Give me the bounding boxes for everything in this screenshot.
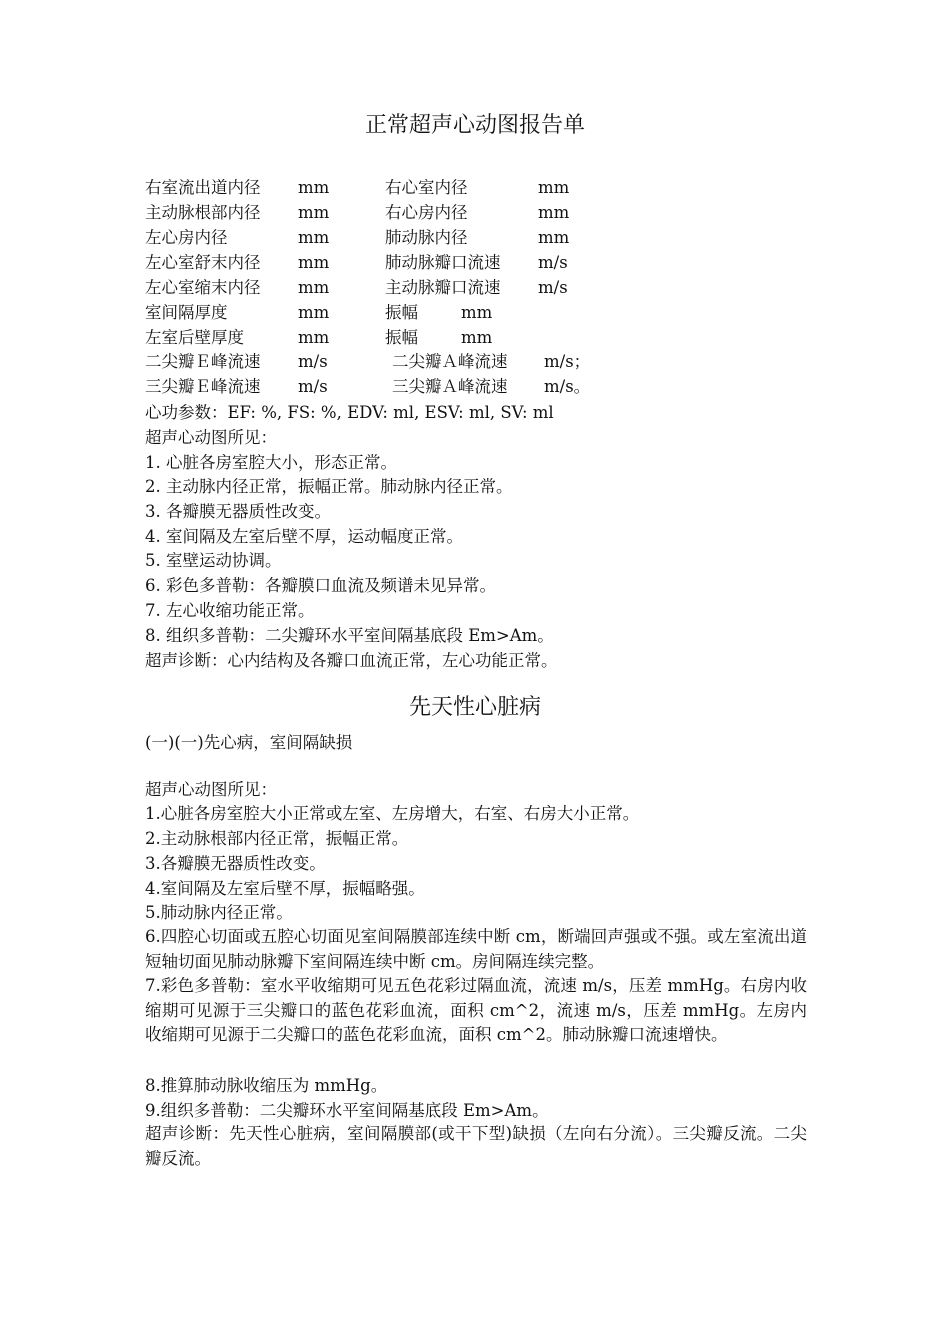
section-title: 先天性心脏病: [408, 695, 541, 720]
measure-label-right: 主动脉瓣口流速: [385, 278, 501, 297]
measure-label-left: 左心室缩末内径: [145, 278, 261, 297]
measure-label-left: 二尖瓣Ｅ峰流速: [145, 352, 261, 371]
measure-unit-left: mm: [298, 203, 330, 222]
diagnosis: 超声诊断：先天性心脏病，室间隔膜部(或干下型)缺损（左向右分流）。三尖瓣反流。二尖瓣反流。: [145, 1124, 807, 1168]
finding-item: 5. 室壁运动协调。: [145, 551, 282, 570]
finding-item: 8. 组织多普勒：二尖瓣环水平室间隔基底段 Em>Am。: [145, 626, 554, 645]
measure-unit-left: mm: [298, 303, 330, 322]
measure-label-right: 肺动脉瓣口流速: [385, 253, 501, 272]
measure-unit-left: mm: [298, 253, 330, 272]
measure-label-right: 右心室内径: [385, 178, 468, 197]
measure-label-left: 右室流出道内径: [145, 178, 261, 197]
measure-unit-left: mm: [298, 228, 330, 247]
findings-label: 超声心动图所见：: [145, 780, 277, 799]
measure-unit-right: m/s；: [544, 352, 591, 371]
measure-unit-left: m/s: [298, 377, 328, 396]
finding-item: 2.主动脉根部内径正常，振幅正常。: [145, 829, 409, 848]
section-subtitle: (一)(一)先心病，室间隔缺损: [145, 733, 353, 752]
measure-unit-right: m/s: [538, 253, 568, 272]
diagnosis: 超声诊断：心内结构及各瓣口血流正常，左心功能正常。: [145, 651, 558, 670]
finding-item: 6.四腔心切面或五腔心切面见室间隔膜部连续中断 cm，断端回声强或不强。或左室流出道短轴切面见肺动脉瓣下室间隔连续中断 cm。房间隔连续完整。: [145, 927, 807, 971]
findings-label: 超声心动图所见：: [145, 428, 277, 447]
measure-label-left: 左心房内径: [145, 228, 228, 247]
finding-item: 8.推算肺动脉收缩压为 mmHg。: [145, 1076, 388, 1095]
finding-item: 2. 主动脉内径正常，振幅正常。肺动脉内径正常。: [145, 477, 513, 496]
measure-label-right: 振幅: [385, 303, 418, 322]
finding-item: 4. 室间隔及左室后壁不厚，运动幅度正常。: [145, 527, 463, 546]
measure-unit-left: mm: [298, 278, 330, 297]
measure-label-right: 二尖瓣Ａ峰流速: [392, 352, 508, 371]
measure-label-right: 振幅: [385, 328, 418, 347]
measure-label-right: 右心房内径: [385, 203, 468, 222]
measure-label-left: 主动脉根部内径: [145, 203, 261, 222]
measure-unit-right: mm: [538, 178, 570, 197]
measure-unit-right: m/s: [538, 278, 568, 297]
measure-unit-left: m/s: [298, 352, 328, 371]
measure-unit-left: mm: [298, 178, 330, 197]
measure-unit-right: mm: [538, 228, 570, 247]
finding-item: 7.彩色多普勒：室水平收缩期可见五色花彩过隔血流，流速 m/s，压差 mmHg。右房内收缩期可见源于三尖瓣口的蓝色花彩血流，面积 cm^2，流速 m/s，压差 mmHg。左房内收缩期可见源于二尖瓣口的蓝色花彩血流，面积 cm^2。肺动脉瓣口流速增快。: [145, 976, 807, 1045]
measure-label-left: 左心室舒末内径: [145, 253, 261, 272]
measure-label-left: 三尖瓣Ｅ峰流速: [145, 377, 261, 396]
finding-item: 3.各瓣膜无器质性改变。: [145, 854, 326, 873]
cardiac-params: 心功参数：EF: %, FS: %, EDV: ml, ESV: ml, SV: ml: [145, 403, 554, 422]
measure-label-left: 室间隔厚度: [145, 303, 228, 322]
measure-unit-left: mm: [298, 328, 330, 347]
measure-unit-right: mm: [461, 303, 493, 322]
finding-item: 6. 彩色多普勒：各瓣膜口血流及频谱未见异常。: [145, 576, 496, 595]
measure-label-right: 三尖瓣Ａ峰流速: [392, 377, 508, 396]
finding-item: 1. 心脏各房室腔大小，形态正常。: [145, 453, 397, 472]
report-title: 正常超声心动图报告单: [364, 113, 585, 138]
finding-item: 3. 各瓣膜无器质性改变。: [145, 502, 331, 521]
measure-label-right: 肺动脉内径: [385, 228, 468, 247]
measure-unit-right: mm: [538, 203, 570, 222]
finding-item: 4.室间隔及左室后壁不厚，振幅略强。: [145, 879, 425, 898]
finding-item: 1.心脏各房室腔大小正常或左室、左房增大，右室、右房大小正常。: [145, 804, 640, 823]
measure-label-left: 左室后壁厚度: [145, 328, 244, 347]
measure-unit-right: mm: [461, 328, 493, 347]
finding-item: 9.组织多普勒：二尖瓣环水平室间隔基底段 Em>Am。: [145, 1101, 549, 1120]
measure-unit-right: m/s。: [544, 377, 591, 396]
finding-item: 7. 左心收缩功能正常。: [145, 601, 315, 620]
finding-item: 5.肺动脉内径正常。: [145, 903, 293, 922]
